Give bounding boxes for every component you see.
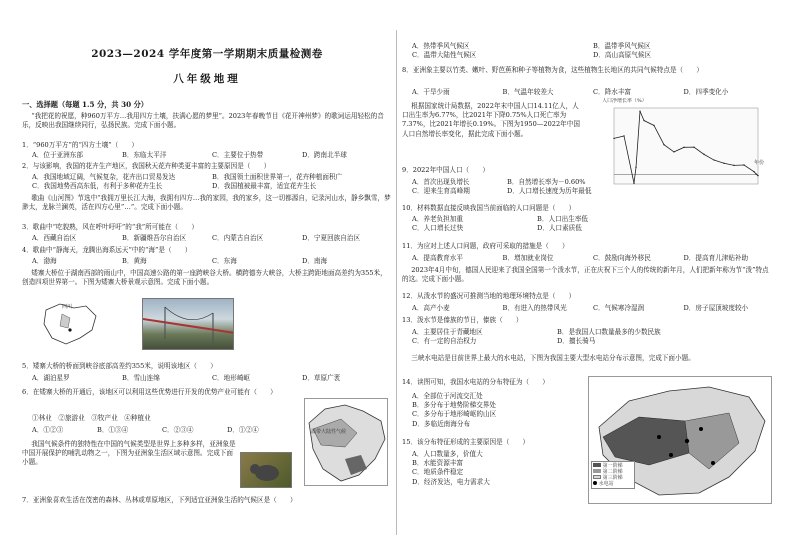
population-chart: [600, 98, 772, 192]
option-c[interactable]: C．有一定的自治权力: [412, 337, 477, 346]
question-12-options: [402, 304, 774, 313]
option-b[interactable]: B．我国领土面积世界第一，花卉种植面积广: [212, 173, 343, 181]
hydropower-map-legend: [591, 461, 635, 489]
elephant-photo: [240, 452, 292, 488]
question-1-options: [22, 151, 392, 160]
chart-title: 人口净增长率（%）: [602, 98, 647, 104]
chart-point: [693, 146, 694, 147]
question-14-options: [402, 392, 582, 429]
question-8: 8．亚洲象主要以竹类、嫩叶、野芭蕉和种子等植物为食，这些植物生长地区的共同气候特点是（ ）: [402, 66, 703, 74]
option-c[interactable]: C．迎来生育高峰期: [412, 187, 470, 196]
option-c[interactable]: C．地质条件稳定: [412, 468, 464, 477]
legend-step1: 第一阶梯: [593, 463, 633, 469]
option-c[interactable]: C．温带大陆性气候区: [412, 51, 477, 60]
question-13-options: [402, 328, 702, 346]
option-b[interactable]: B．自然增长率为－0.60%: [507, 178, 586, 186]
question-15-options: [402, 450, 582, 487]
option-b[interactable]: B．黄海: [122, 257, 147, 265]
option-c[interactable]: C．多分布于地形崎岖的山区: [412, 410, 497, 419]
chart-point: [613, 138, 614, 139]
option-c[interactable]: C．我国地势西高东低，有利于多种花卉生长: [32, 182, 163, 191]
option-a[interactable]: A．养老负担加重: [412, 215, 463, 223]
legend-step2: 第二阶梯: [593, 469, 633, 475]
option-c[interactable]: C．气候寒冷湿润: [593, 304, 645, 312]
legend-station: 水电站: [593, 481, 633, 487]
option-b[interactable]: B．东临太平洋: [122, 151, 167, 159]
option-b[interactable]: B．水能资源丰富: [412, 459, 464, 468]
question-15: 15．该分布特征形成的主要原因是（ ）: [402, 438, 530, 446]
option-d[interactable]: D．跨南北半球: [302, 151, 347, 159]
chart-point: [683, 147, 684, 148]
climate-map-label: 温带大陆性气候: [311, 429, 347, 435]
option-a[interactable]: A．西藏自治区: [32, 234, 77, 242]
option-b[interactable]: B．①③④: [97, 426, 129, 434]
option-a[interactable]: A．主要居住于青藏地区: [412, 328, 483, 336]
question-12: 12．从泼水节的盛况可推测当地的地理环境特点是（ ）: [402, 292, 576, 300]
chart-point: [639, 111, 640, 112]
option-b[interactable]: B．温带季风气候区: [593, 42, 651, 50]
option-b[interactable]: B．是我国人口数量最多的少数民族: [557, 328, 661, 336]
question-2-options: [22, 173, 392, 191]
exam-title: 2023—2024 学年度第一学期期末质量检测卷: [91, 48, 323, 60]
question-9: 9．2022年中国人口（ ）: [402, 166, 489, 174]
question-5-options: [22, 374, 392, 383]
option-c[interactable]: C．内蒙古自治区: [212, 234, 264, 242]
section-heading: 一、选择题（每题 1.5 分，共 30 分）: [22, 100, 148, 109]
left-column: [22, 0, 392, 549]
question-5: 5．矮寨大桥的桥面到峡谷底部高差约355米，说明该地区（ ）: [22, 362, 217, 370]
option-d[interactable]: D．多临近南海分布: [412, 419, 471, 428]
question-7: 7．亚洲象喜欢生活在茂密的森林、丛林或草原地区，下列适宜亚洲象生活的气候区是（ ）: [22, 496, 297, 504]
question-13: 13．泼水节是傣族的节日，傣族（ ）: [402, 316, 523, 324]
option-a[interactable]: A．湖泊星罗: [32, 374, 70, 382]
population-chart-svg: [600, 98, 772, 192]
option-a[interactable]: A．提高教育水平: [412, 254, 463, 262]
intro-paragraph-7: 三峡水电站是目前世界上最大的水电站，下图为我国主要大型水电站分布示意图，完成下面小题。: [411, 354, 695, 362]
option-a[interactable]: A．干旱少雨: [412, 88, 450, 96]
intro-paragraph-6: 2023年4月中旬，德国人民迎来了我国全国第一个泼水节，正在庆祝下三个人的传统的新年月，人们把新年称为节“泼”特点的这。完成下面小题。: [402, 266, 769, 284]
chart-point: [723, 163, 724, 164]
region-map-label: 四川: [62, 304, 73, 310]
option-a[interactable]: A．渤海: [32, 257, 57, 265]
region-map: [40, 300, 102, 350]
question-8-options: [402, 88, 774, 97]
exam-subtitle: 八年级地理: [173, 73, 241, 85]
question-3: 3．歌曲中“吃貌熟，风在呼叶吁吁”的“我”所可能在（ ）: [22, 223, 198, 231]
option-a[interactable]: A．高产小麦: [412, 304, 450, 312]
intro-paragraph-3: 矮寨大桥位于湖南西部的雨山中，中国高速公路的第一座跨峡谷大桥。横跨德夯大峡谷，大桥主跨距地面高差约为355米，创造四项世界第一。下图为矮寨大桥景观示意图。完成下面小题。: [22, 269, 387, 287]
climate-map-svg: [305, 399, 388, 486]
option-a[interactable]: A．我国地域辽阔，气候复杂，花卉出口贸易发达: [32, 173, 176, 181]
question-3-options: [22, 234, 392, 243]
option-b[interactable]: B．新疆维吾尔自治区: [122, 234, 187, 242]
right-column: [402, 0, 774, 549]
option-c[interactable]: C．东海: [212, 257, 237, 265]
intro-paragraph-5: 根据国家统计局数据，2022年末中国人口14.11亿人，人口出生率为6.77%，比2021年下降0.75%人口死亡率为7.37%，比2021年增长0.19%。下图为1950—2022年中国人口自然增长率变化，据此完成下面小题。: [402, 102, 580, 138]
question-11: 11．为应对上述人口问题，政府可采取的措施是（ ）: [402, 242, 569, 250]
question-7-options: [402, 42, 774, 60]
option-c[interactable]: C．主要位于热带: [212, 151, 264, 159]
question-10: 10．材料数据直接反映我国当前面临的人口问题是（ ）: [402, 204, 576, 212]
option-a[interactable]: A．位于亚洲东部: [32, 151, 83, 159]
option-c[interactable]: C．人口增长过快: [412, 224, 464, 233]
chart-axis-note: 年份: [754, 160, 765, 166]
question-9-options: [402, 178, 602, 196]
option-c[interactable]: C．②③④: [162, 426, 194, 434]
bridge-illustration: [143, 299, 234, 350]
question-14: 14．读图可知，我国水电站的分布特征为（ ）: [402, 378, 549, 386]
option-c[interactable]: C．鼓励向海外移民: [593, 254, 651, 262]
chart-point: [623, 135, 624, 136]
option-b[interactable]: B．气温年较差大: [502, 88, 554, 96]
chart-point: [633, 183, 634, 184]
option-a[interactable]: A．人口数量多，价值大: [412, 450, 483, 458]
chart-point: [713, 159, 714, 160]
bridge-photo: [142, 298, 234, 350]
option-d[interactable]: D．四季变化小: [683, 88, 729, 96]
option-d[interactable]: D．房子屋顶坡度较小: [683, 304, 749, 312]
option-a[interactable]: A．全部位于河流交汇处: [412, 392, 483, 400]
question-6: 6．在矮寨大桥的开通后，该地区可以利用这些优势进行开发的优势产业可能有（ ）: [22, 388, 277, 396]
chart-point: [703, 154, 704, 155]
option-d[interactable]: D．人口增长速度为历年最低: [507, 187, 592, 196]
question-4-options: [22, 257, 392, 266]
option-b[interactable]: B．增加就业岗位: [502, 254, 554, 262]
intro-paragraph-1: “我把花的祝愿，种960万平方…我用四方土壤，扶满心愿的梦里”。2023年春晚节目《花开神州梦》的歌词运用轻松的音乐，反映出我国继续同行，弘扬民族。完成下面小题。: [22, 112, 384, 130]
intro-paragraph-2: 歌曲《山河图》节选中“我拥万里长江大海，我拥有四方…我的家园，我的家乡，这一切都源自，记录河山水，静乡飘雪，梦渺太，龙脉兰澜英，活在四方心里”…”。完成下面小题。: [22, 194, 391, 212]
question-2: 2．与该影响，我国的花卉生产地区，我国秋天花卉种类更丰富的主要原因是（ ）: [22, 162, 271, 170]
intro-paragraph-4: 我国气候条件的独特性在中国的气候类型是世界上多种多样，亚洲象是中国开展保护的哺乳动物之一，下图为亚洲象生活区域示意图。完成下面小题。: [22, 440, 236, 467]
option-d[interactable]: D．南海: [302, 257, 328, 265]
option-d[interactable]: D．宁夏回族自治区: [302, 234, 361, 242]
question-11-options: [402, 254, 774, 263]
climate-map: [304, 398, 388, 486]
chart-point: [653, 125, 654, 126]
question-4: 4．歌曲中“静海天，龙腾出海系远天”中的“海”是（ ）: [22, 246, 192, 254]
chart-point: [643, 120, 644, 121]
question-10-options: [402, 215, 662, 233]
question-6-options: [22, 426, 292, 435]
option-d[interactable]: D．草原广袤: [302, 374, 341, 382]
option-a[interactable]: A．首次出现负增长: [412, 178, 470, 186]
option-a[interactable]: A．热带季风气候区: [412, 42, 470, 50]
option-c[interactable]: C．地形崎岖: [212, 374, 251, 382]
option-b[interactable]: B．人口出生率低: [537, 215, 589, 223]
question-1: 1．“960万平方”的“四方土壤”（ ）: [22, 141, 138, 149]
column-divider: [396, 30, 397, 535]
legend-step3: 第三阶梯: [593, 475, 633, 481]
option-d[interactable]: D．提高育儿津贴补助: [683, 254, 749, 262]
option-d[interactable]: D．擅长骑马: [557, 337, 596, 346]
option-d[interactable]: D．我国植被最丰富，适宜花卉生长: [212, 182, 317, 191]
option-b[interactable]: B．多分布于地势阶梯交界处: [412, 401, 496, 410]
elephant-illustration: [241, 453, 292, 488]
option-a[interactable]: A．①②③: [32, 426, 64, 434]
option-d[interactable]: D．①②④: [227, 426, 259, 434]
option-c[interactable]: C．降水丰富: [593, 88, 632, 96]
option-d[interactable]: D．高山高原气候区: [593, 51, 652, 60]
option-d[interactable]: D．人口素质低: [537, 224, 582, 233]
option-d[interactable]: D．经济发达，电力需求大: [412, 477, 490, 486]
question-6-items: ①林业 ②旅游业 ③牧产业 ④种植业: [32, 414, 151, 422]
option-b[interactable]: B．雪山连绵: [122, 374, 160, 382]
chart-point: [673, 151, 674, 152]
chart-point: [663, 144, 664, 145]
hydropower-map: [588, 376, 772, 504]
option-b[interactable]: B．有进入的热带风光: [502, 304, 567, 312]
